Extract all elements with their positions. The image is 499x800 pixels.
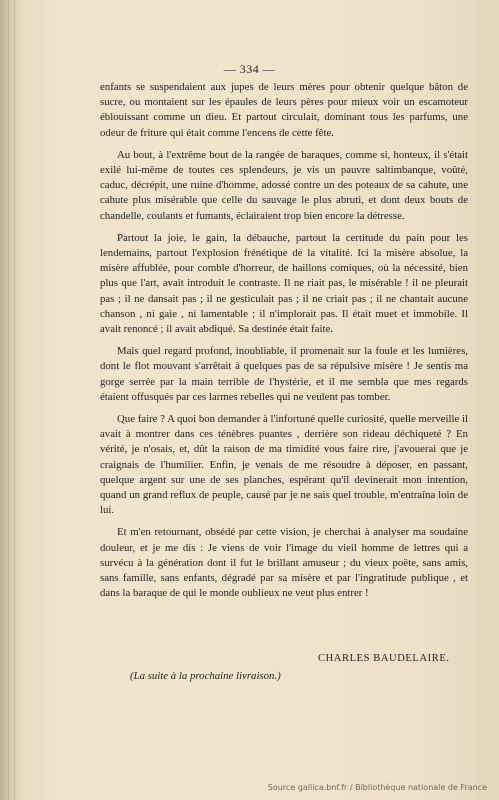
author-signature: CHARLES BAUDELAIRE. xyxy=(318,653,450,664)
paragraph: Au bout, à l'extrême bout de la rangée de baraques, comme si, honteux, il s'était exilé lui-même de toutes ces splendeurs, je vis un pauvre saltimbanque, voûté, caduc, décrépit, une ruine d'homme, adossé contre un des poteaux de sa cahute, une cahute plus misérable que celle du sauvage le plus abruti, et dont deux bouts de chandelle, coulants et fumants, éclairaient trop bien encore la détresse. xyxy=(100,148,468,222)
page-edge-line xyxy=(14,0,15,800)
continuation-note: (La suite à la prochaine livraison.) xyxy=(130,670,281,682)
source-footer: Source gallica.bnf.fr / Bibliothèque nationale de France xyxy=(267,783,487,792)
page-spine-shadow xyxy=(0,0,22,800)
paragraph: enfants se suspendaient aux jupes de leurs mères pour obtenir quelque bâton de sucre, ou montaient sur les épaules de leurs pères pour mieux voir un escamoteur éblouissant comme un dieu. Et partout circulait, dominant tous les parfums, une odeur de friture qui était comme l'encens de cette fête. xyxy=(100,81,468,139)
paragraph: Mais quel regard profond, inoubliable, il promenait sur la foule et les lumières, dont le flot mouvant s'arrêtait à quelques pas de sa répulsive misère ! Je sentis ma gorge serrée par la main terrible de l'hystérie, et il me sembla que mes regards étaient offusqués par ces larmes rebelles qui ne veulent pas tomber. xyxy=(100,345,468,403)
paragraph: Partout la joie, le gain, la débauche, partout la certitude du pain pour les lendemains, partout l'explosion frénétique de la vitalité. Ici la misère absolue, la misère affublée, pour comble d'horreur, de haillons comiques, où la nécessité, bien plus que l'art, avait introduit le contraste. Il ne riait pas, le misérable ! il ne pleurait pas ; il ne dansait pas ; il ne gesticulait pas ; il ne criait pas ; il ne chantait aucune chanson , ni gaie , ni lamentable ; il n'implorait pas. Il était muet et immobile. Il avait renoncé ; il avait abdiqué. Sa destinée était faite. xyxy=(100,231,468,336)
paragraph: Et m'en retournant, obsédé par cette vision, je cherchai à analyser ma soudaine douleur, et je me dis : Je viens de voir l'image du vieil homme de lettres qui a survécu à la génération dont il fut le brillant amuseur ; du vieux poëte, sans amis, sans famille, sans enfants, dégradé par sa misère et par l'ingratitude publique , et dans la baraque de qui le monde oublieux ne veut plus entrer ! xyxy=(100,526,468,600)
page-edge-line xyxy=(8,0,9,800)
article-body xyxy=(100,80,468,609)
page-number: — 334 — xyxy=(223,62,276,76)
paragraph: Que faire ? A quoi bon demander à l'infortuné quelle curiosité, quelle merveille il avait à montrer dans ces ténèbres puantes , derrière son rideau déchiqueté ? En vérité, je n'osais, et, dût la raison de ma timidité vous faire rire, j'avouerai que je craignais de l'humilier. Enfin, je venais de me résoudre à déposer, en passant, quelque argent sur une de ses planches, espérant qu'il devinerait mon intention, quand un grand reflux de peuple, causé par je ne sais quel trouble, m'entraîna loin de lui. xyxy=(100,413,468,517)
